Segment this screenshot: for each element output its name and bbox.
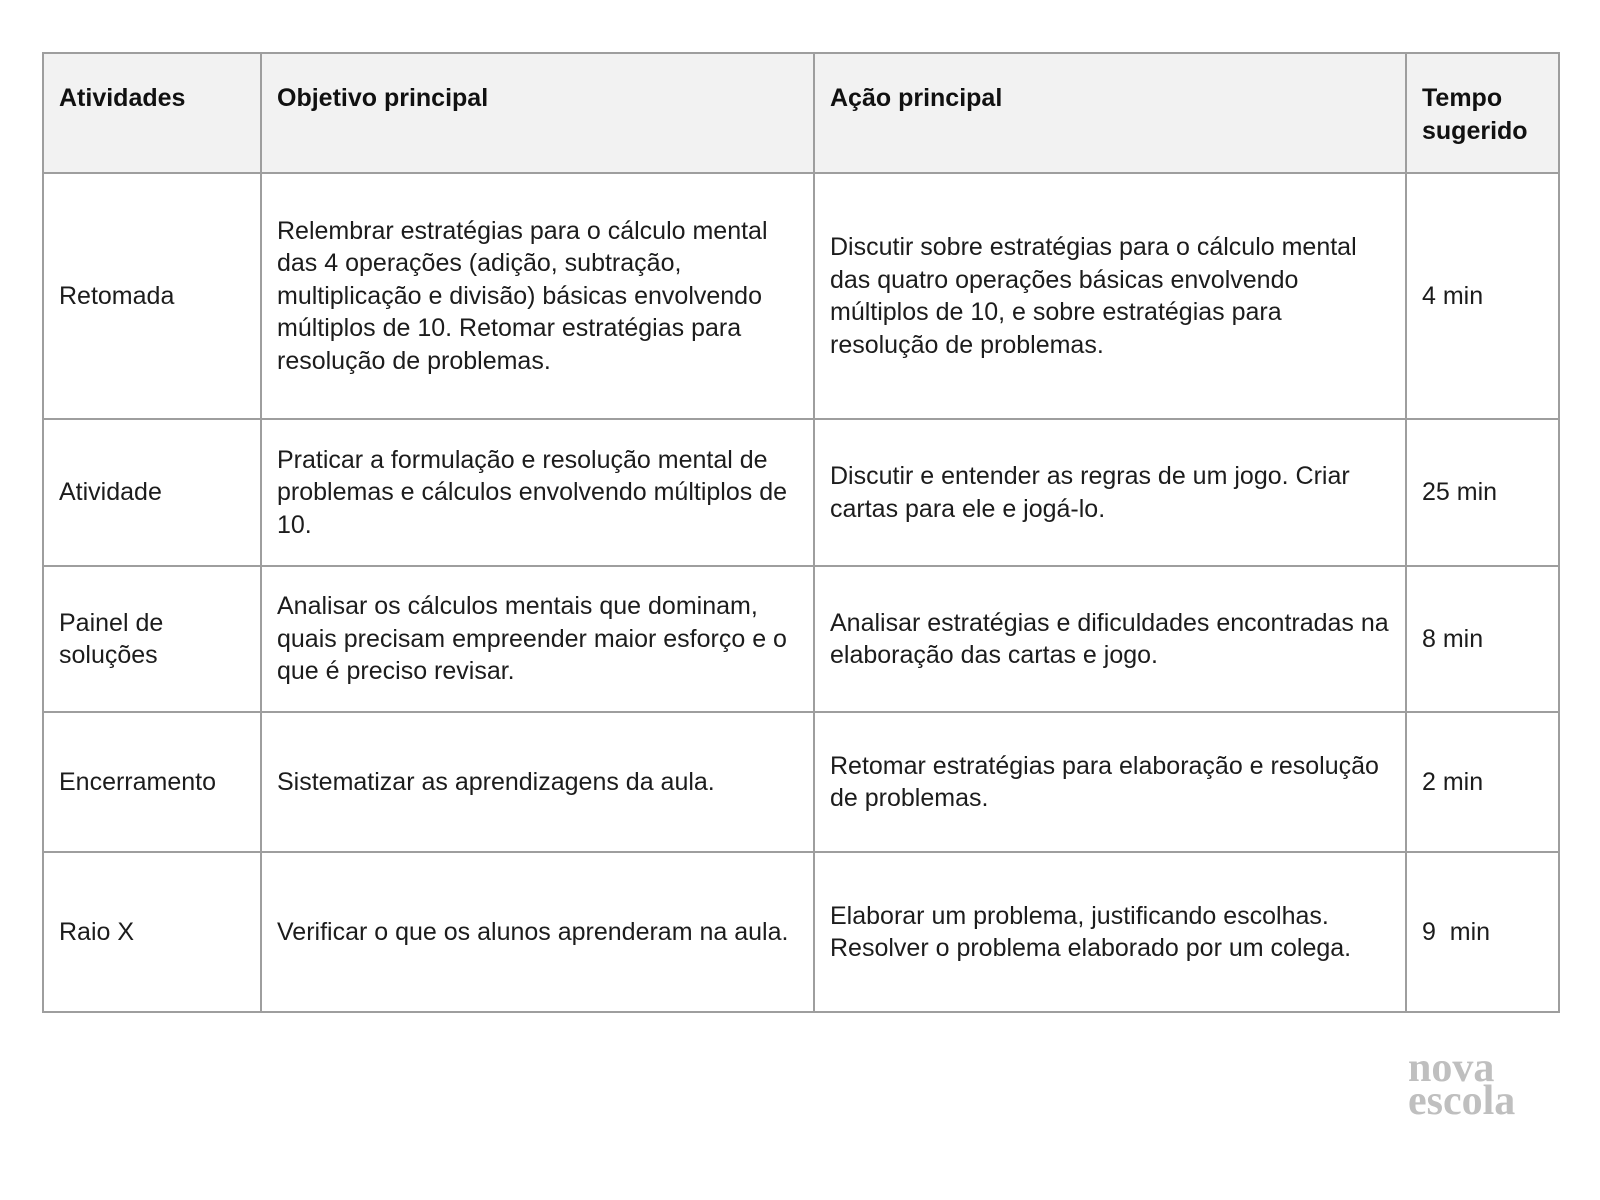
nova-escola-logo	[1408, 1045, 1516, 1124]
activity-time: 9 min	[1406, 852, 1559, 1012]
table-header	[43, 53, 1559, 173]
activity-action: Elaborar um problema, justificando escolhas. Resolver o problema elaborado por um colega.	[814, 852, 1406, 1012]
lesson-activities-table	[42, 52, 1560, 1013]
table-row-raio-x	[43, 852, 1559, 1012]
activity-action: Discutir sobre estratégias para o cálculo mental das quatro operações básicas envolvendo múltiplos de 10, e sobre estratégias para resolução de problemas.	[814, 173, 1406, 419]
activity-action: Analisar estratégias e dificuldades encontradas na elaboração das cartas e jogo.	[814, 566, 1406, 712]
activity-name: Encerramento	[43, 712, 261, 852]
activity-time: 25 min	[1406, 419, 1559, 566]
activity-action: Retomar estratégias para elaboração e resolução de problemas.	[814, 712, 1406, 852]
activity-name: Raio X	[43, 852, 261, 1012]
activity-objective: Sistematizar as aprendizagens da aula.	[261, 712, 814, 852]
activity-time: 2 min	[1406, 712, 1559, 852]
column-header-tempo-sugerido: Tempo sugerido	[1406, 53, 1559, 173]
activity-objective: Relembrar estratégias para o cálculo mental das 4 operações (adição, subtração, multiplicação e divisão) básicas envolvendo múltiplos de 10. Retomar estratégias para resolução de problemas.	[261, 173, 814, 419]
table-body	[43, 173, 1559, 1012]
activity-objective: Praticar a formulação e resolução mental de problemas e cálculos envolvendo múltiplos de 10.	[261, 419, 814, 566]
activity-time: 4 min	[1406, 173, 1559, 419]
activity-name: Retomada	[43, 173, 261, 419]
activity-name: Painel de soluções	[43, 566, 261, 712]
activity-name: Atividade	[43, 419, 261, 566]
header-row	[43, 53, 1559, 173]
column-header-acao-principal: Ação principal	[814, 53, 1406, 173]
activity-objective: Verificar o que os alunos aprenderam na aula.	[261, 852, 814, 1012]
logo-line-2: escola	[1408, 1078, 1516, 1124]
logo-line-1: nova	[1408, 1045, 1495, 1091]
table-row-painel-de-solucoes	[43, 566, 1559, 712]
table-row-encerramento	[43, 712, 1559, 852]
table-row-retomada	[43, 173, 1559, 419]
activity-time: 8 min	[1406, 566, 1559, 712]
activity-action: Discutir e entender as regras de um jogo. Criar cartas para ele e jogá-lo.	[814, 419, 1406, 566]
column-header-objetivo-principal: Objetivo principal	[261, 53, 814, 173]
table-row-atividade	[43, 419, 1559, 566]
column-header-atividades: Atividades	[43, 53, 261, 173]
activity-objective: Analisar os cálculos mentais que dominam, quais precisam empreender maior esforço e o que é preciso revisar.	[261, 566, 814, 712]
